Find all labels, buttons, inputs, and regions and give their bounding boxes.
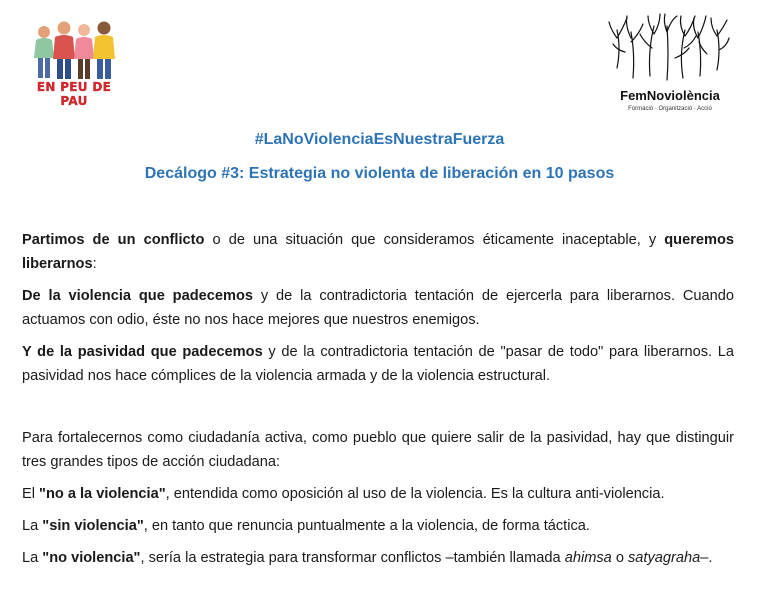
paragraph-no-violencia	[22, 546, 734, 570]
femnoviolencia-logo	[605, 8, 735, 120]
paragraph-conflict	[22, 228, 734, 276]
text: El	[22, 486, 40, 502]
logo-right-name: FemNoviolència	[620, 88, 720, 103]
text: , sería la estrategia para transformar conflictos –también llamada	[140, 550, 565, 566]
logo-left-text: EN PEU DE PAU	[36, 80, 112, 108]
text: La	[22, 518, 43, 534]
bold-text: queremos liberarnos	[22, 232, 734, 272]
bold-text: "no violencia"	[42, 550, 141, 566]
hashtag-heading: #LaNoViolenciaEsNuestraFuerza	[254, 131, 505, 148]
paragraph-passivity	[22, 340, 734, 388]
bold-text: De la violencia que padecemos	[22, 288, 253, 304]
text: :	[92, 256, 97, 272]
paragraph-violence	[22, 284, 734, 332]
decalogo-heading: Decálogo #3: Estrategia no violenta de liberación en 10 pasos	[144, 165, 615, 182]
bold-text: "no a la violencia"	[39, 486, 166, 502]
text: , entendida como oposición al uso de la violencia. Es la cultura anti-violencia.	[165, 486, 665, 502]
text: y de la contradictoria tentación de ejercerla para liberarnos. Cuando actuamos con odio, éste no nos hace mejores que nuestros enemigos.	[22, 288, 735, 328]
text: , en tanto que renuncia puntualmente a la violencia, de forma táctica.	[143, 518, 590, 534]
body-text	[22, 228, 734, 570]
paragraph-citizenship	[22, 426, 734, 474]
bold-text: Y de la pasividad que padecemos	[22, 344, 263, 360]
logo-right-tagline: Formació · Organització · Acció	[628, 106, 712, 112]
italic-text: satyagraha	[628, 550, 701, 566]
text: Para fortalecernos como ciudadanía activa, como pueblo que quiere salir de la pasividad, hay que distinguir tres grandes tipos de acción ciudadana:	[22, 430, 734, 470]
text: La	[22, 550, 43, 566]
paragraph-sin-violencia	[22, 514, 734, 538]
bold-text: Partimos de un conflicto	[22, 232, 205, 248]
text: –.	[700, 550, 713, 566]
four-people-icon	[22, 18, 126, 84]
text: y de la contradictoria tentación de "pasar de todo" para liberarnos. La pasividad nos hace cómplices de la violencia armada y de la violencia estructural.	[22, 344, 734, 384]
raised-hands-icon	[605, 8, 735, 86]
text: o	[611, 550, 628, 566]
paragraph-no-a-la-violencia	[22, 482, 734, 506]
en-peu-de-pau-logo	[22, 18, 126, 108]
text: o de una situación que consideramos éticamente inaceptable, y	[204, 232, 665, 248]
bold-text: "sin violencia"	[42, 518, 144, 534]
italic-text: ahimsa	[564, 550, 612, 566]
